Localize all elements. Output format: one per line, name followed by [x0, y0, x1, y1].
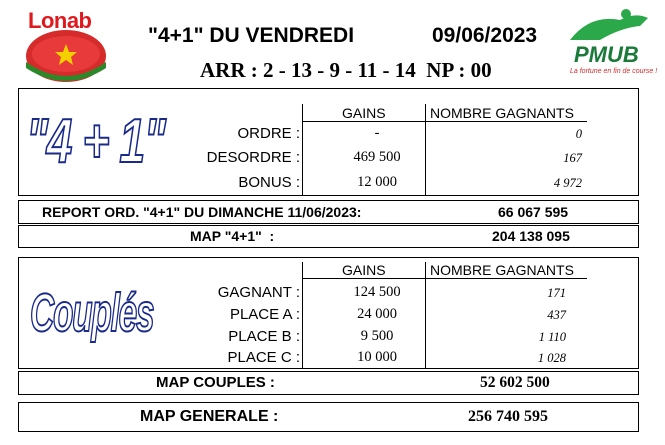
pmub-tagline: La fortune en fin de course !: [570, 68, 658, 75]
row-gain-desordre: 469 500: [353, 149, 401, 165]
lonab-wordmark: Lonab: [28, 8, 92, 33]
row-winners-place-c: 1 028: [537, 351, 566, 365]
row-label-place-a: PLACE A :: [229, 306, 300, 323]
row-winners-desordre: 167: [563, 151, 582, 165]
pmub-logo: [560, 6, 660, 84]
arrival-line: ARR : 2 - 13 - 9 - 11 - 14 NP : 00: [200, 58, 492, 82]
couples-stamp: Couplés: [30, 283, 154, 343]
row-label-place-b: PLACE B :: [228, 328, 300, 345]
map-four-plus-one-label: MAP "4+1" :: [190, 228, 275, 244]
row-gain-ordre: -: [374, 125, 380, 141]
row-label-gagnant: GAGNANT :: [217, 284, 300, 301]
row-label-ordre: ORDRE :: [237, 125, 300, 142]
four-plus-one-stamp: "4 + 1": [26, 107, 165, 176]
pmub-wordmark: PMUB: [574, 42, 639, 67]
lonab-logo: [20, 6, 112, 84]
map-couples-value: 52 602 500: [480, 374, 550, 391]
page-title: "4+1" DU VENDREDI: [148, 24, 355, 47]
couples-winners-header: NOMBRE GAGNANTS: [430, 262, 574, 278]
row-label-bonus: BONUS :: [238, 174, 300, 191]
couples-gains-header: GAINS: [342, 262, 386, 278]
row-label-place-c: PLACE C :: [227, 349, 300, 366]
row-winners-place-b: 1 110: [538, 330, 566, 344]
row-winners-place-a: 437: [547, 308, 566, 322]
draw-date: 09/06/2023: [432, 24, 538, 47]
row-gain-bonus: 12 000: [357, 174, 397, 190]
row-gain-place-b: 9 500: [360, 328, 394, 344]
map-general-label: MAP GENERALE :: [140, 408, 279, 425]
winners-header: NOMBRE GAGNANTS: [430, 105, 574, 121]
row-winners-gagnant: 171: [547, 286, 566, 300]
row-winners-ordre: 0: [575, 127, 582, 141]
row-winners-bonus: 4 972: [553, 176, 582, 190]
map-general-value: 256 740 595: [468, 408, 548, 425]
gains-header: GAINS: [342, 105, 386, 121]
horse-rider-icon: [560, 6, 660, 46]
report-value: 66 067 595: [498, 204, 569, 220]
row-label-desordre: DESORDRE :: [206, 149, 300, 166]
row-gain-place-a: 24 000: [357, 306, 397, 322]
report-label: REPORT ORD. "4+1" DU DIMANCHE 11/06/2023:: [42, 204, 362, 220]
map-four-plus-one-value: 204 138 095: [492, 228, 570, 244]
map-couples-label: MAP COUPLES :: [156, 374, 275, 391]
row-gain-place-c: 10 000: [357, 349, 397, 365]
row-gain-gagnant: 124 500: [353, 284, 401, 300]
